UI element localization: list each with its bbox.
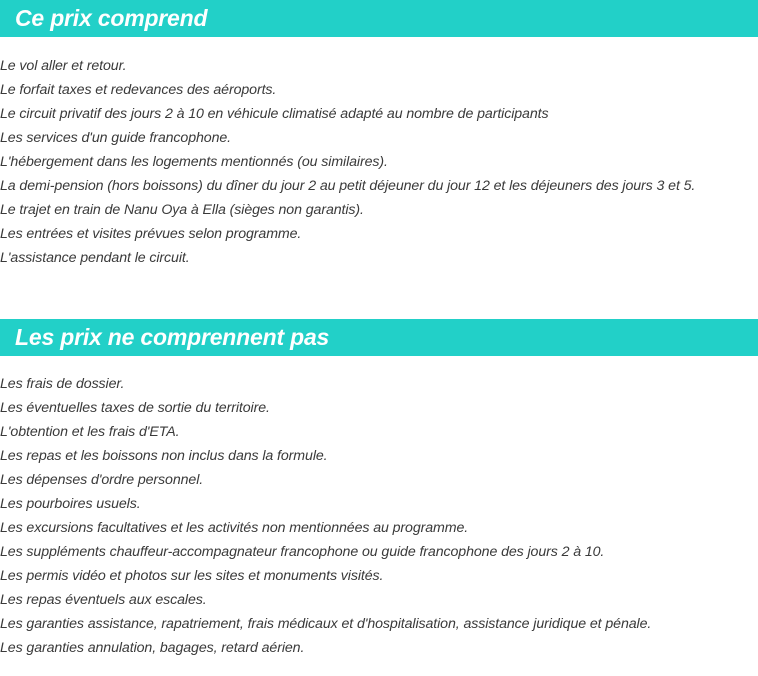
included-item: L'hébergement dans les logements mentionnés (ou similaires).	[0, 154, 388, 170]
excluded-item: Les éventuelles taxes de sortie du territoire.	[0, 400, 270, 416]
included-item: Les entrées et visites prévues selon programme.	[0, 226, 302, 242]
excluded-item: Les excursions facultatives et les activités non mentionnées au programme.	[0, 520, 469, 536]
included-item: L'assistance pendant le circuit.	[0, 250, 190, 266]
included-section	[0, 0, 758, 270]
included-item: Le forfait taxes et redevances des aéroports.	[0, 82, 277, 98]
excluded-item: Les suppléments chauffeur-accompagnateur francophone ou guide francophone des jours 2 à 10.	[0, 544, 605, 560]
excluded-item: Les repas et les boissons non inclus dans la formule.	[0, 448, 328, 464]
excluded-list	[0, 372, 758, 660]
excluded-item: Les permis vidéo et photos sur les sites et monuments visités.	[0, 568, 384, 584]
excluded-item: Les repas éventuels aux escales.	[0, 592, 207, 608]
excluded-header	[0, 319, 758, 356]
included-title: Ce prix comprend	[15, 5, 208, 31]
excluded-item: Les garanties annulation, bagages, retard aérien.	[0, 640, 305, 656]
included-header	[0, 0, 758, 37]
excluded-item: Les frais de dossier.	[0, 376, 125, 392]
excluded-title: Les prix ne comprennent pas	[15, 324, 330, 350]
excluded-item: Les pourboires usuels.	[0, 496, 141, 512]
excluded-item: Les dépenses d'ordre personnel.	[0, 472, 204, 488]
excluded-item: L'obtention et les frais d'ETA.	[0, 424, 180, 440]
included-item: Le circuit privatif des jours 2 à 10 en véhicule climatisé adapté au nombre de participants	[0, 106, 549, 122]
excluded-item: Les garanties assistance, rapatriement, frais médicaux et d'hospitalisation, assistance juridique et pénale.	[0, 616, 652, 632]
included-item: Les services d'un guide francophone.	[0, 130, 231, 146]
included-list	[0, 54, 758, 270]
excluded-section	[0, 319, 758, 660]
included-item: Le vol aller et retour.	[0, 58, 127, 74]
included-item: La demi-pension (hors boissons) du dîner du jour 2 au petit déjeuner du jour 12 et les déjeuners des jours 3 et 5.	[0, 178, 696, 194]
included-item: Le trajet en train de Nanu Oya à Ella (sièges non garantis).	[0, 202, 364, 218]
